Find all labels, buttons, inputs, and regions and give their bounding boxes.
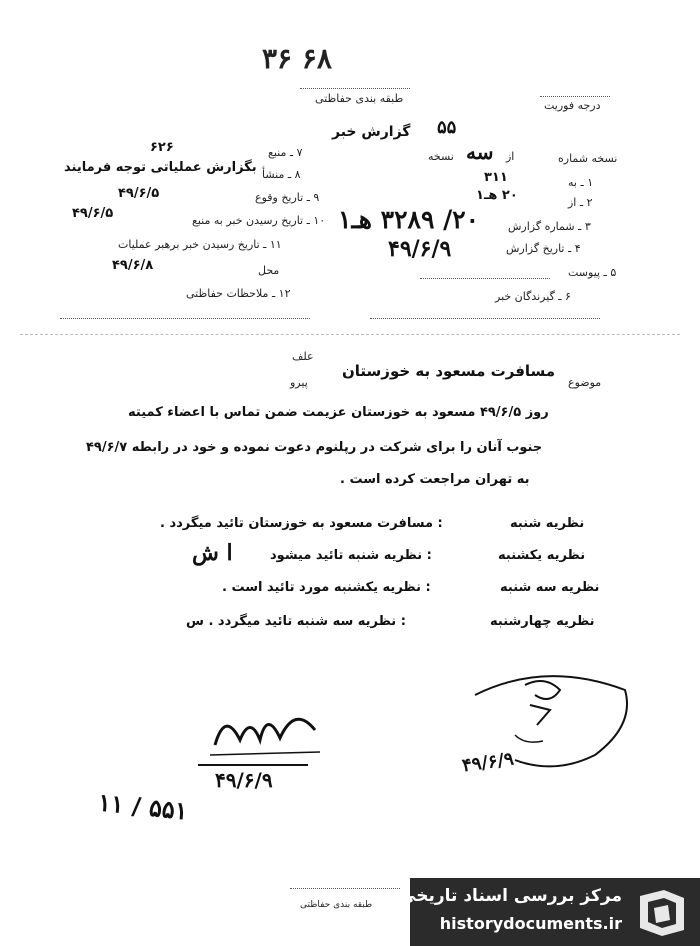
field-report-number-value: ۲۰/ ۳۲۸۹ هـ۱ — [338, 205, 480, 234]
field-source-value: ۶۲۶ — [150, 140, 174, 155]
security-notes-line — [60, 318, 310, 319]
bottom-left-handwritten-note: ۱۱ / ۵۵۱ — [96, 787, 190, 826]
field-attachment-label: ۵ ـ پیوست — [568, 266, 617, 279]
handwritten-top-mark: ۶۸ ۳۶ — [262, 42, 332, 75]
urgency-label: درجه فوریت — [544, 99, 601, 112]
copy-handwritten-number: ۵۵ — [437, 117, 457, 138]
field-recipients-label: ۶ ـ گیرندگان خبر — [495, 290, 571, 303]
field-from-label: ۲ ـ از — [568, 196, 593, 209]
watermark-url: historydocuments.ir — [439, 914, 622, 933]
attachment-line — [420, 278, 550, 279]
watermark-banner — [399, 878, 700, 946]
archive-logo-icon — [634, 886, 690, 938]
opinion-sunday-text: : نظریه شنبه تائید میشود — [270, 548, 432, 563]
right-signature-date: ۴۹/۶/۹ — [460, 748, 516, 777]
copy-from-label: از — [506, 150, 515, 163]
opinion-sunday-handwritten-note: ا ش — [192, 540, 233, 566]
opinion-sunday-label: نظریه یکشنبه — [498, 548, 586, 563]
field-to-value: ۳۱۱ — [484, 170, 508, 185]
opinion-saturday-text: : مسافرت مسعود به خوزستان تائید میگردد . — [160, 516, 443, 531]
copy-word-label: نسخه — [428, 150, 454, 163]
report-title: گزارش خبر — [332, 124, 411, 140]
center-signature-date: ۴۹/۶/۹ — [215, 768, 273, 792]
field-origin-value: بگزارش عملیاتی توجه فرمایند — [64, 160, 257, 175]
copy-number-label: نسخه شماره — [558, 152, 618, 165]
body-line-2: جنوب آنان را برای شرکت در رپلنوم دعوت نموده و خود در رابطه ۴۹/۶/۷ — [86, 440, 543, 455]
recipients-line — [370, 318, 600, 319]
field-from-value: ۲۰ هـ۱ — [476, 188, 518, 203]
field-origin-label: ۸ ـ منشأ — [262, 168, 301, 181]
header-divider — [20, 334, 680, 335]
field-to-label: ۱ ـ به — [568, 176, 594, 189]
field-leader-receipt-date-label: ۱۱ ـ تاریخ رسیدن خبر برهبر عملیات — [118, 238, 282, 251]
field-report-date-label: ۴ ـ تاریخ گزارش — [506, 242, 581, 255]
field-source-receipt-date-value: ۴۹/۶/۵ — [72, 206, 114, 221]
center-signature-line — [198, 764, 308, 766]
opinion-wednesday-text: : نظریه سه شنبه تائید میگردد . س — [186, 614, 406, 629]
body-line-3: به تهران مراجعت کرده است . — [340, 472, 530, 487]
field-occurrence-date-label: ۹ ـ تاریخ وقوع — [255, 191, 320, 204]
field-source-label: ۷ ـ منبع — [268, 146, 303, 159]
watermark-title: مرکز بررسی اسناد تاریخی — [399, 886, 622, 906]
body-line-1: روز ۴۹/۶/۵ مسعود به خوزستان عزیمت ضمن تماس با اعضاء کمیته — [128, 405, 549, 420]
opinion-wednesday-label: نظریه چهارشنبه — [490, 614, 595, 629]
subject-side-note-top: علف — [292, 350, 314, 363]
field-report-date-value: ۴۹/۶/۹ — [388, 236, 452, 262]
footer-classification-line — [290, 888, 400, 889]
field-security-notes-label: ۱۲ ـ ملاحظات حفاظتی — [186, 287, 291, 300]
center-signature — [205, 700, 325, 760]
field-source-receipt-date-label: ۱۰ ـ تاریخ رسیدن خبر به منبع — [192, 214, 326, 227]
opinion-tuesday-text: : نظریه یکشنبه مورد تائید است . — [222, 580, 431, 595]
subject-label: موضوع — [568, 376, 602, 389]
classification-label: طبقه بندی حفاظتی — [315, 92, 404, 105]
opinion-saturday-label: نظریه شنبه — [510, 516, 585, 531]
classification-line — [300, 88, 410, 89]
opinion-tuesday-label: نظریه سه شنبه — [500, 580, 600, 595]
field-location-label: محل — [258, 264, 280, 277]
subject-value: مسافرت مسعود به خوزستان — [342, 362, 556, 380]
field-location-value: ۴۹/۶/۸ — [112, 258, 154, 273]
copy-total-handwritten: سه — [466, 140, 494, 164]
field-occurrence-date-value: ۴۹/۶/۵ — [118, 186, 160, 201]
field-report-number-label: ۳ ـ شماره گزارش — [508, 220, 591, 233]
urgency-line — [540, 96, 610, 97]
subject-side-note-bottom: پیرو — [290, 376, 308, 389]
footer-classification-label: طبقه بندی حفاظتی — [300, 900, 373, 910]
